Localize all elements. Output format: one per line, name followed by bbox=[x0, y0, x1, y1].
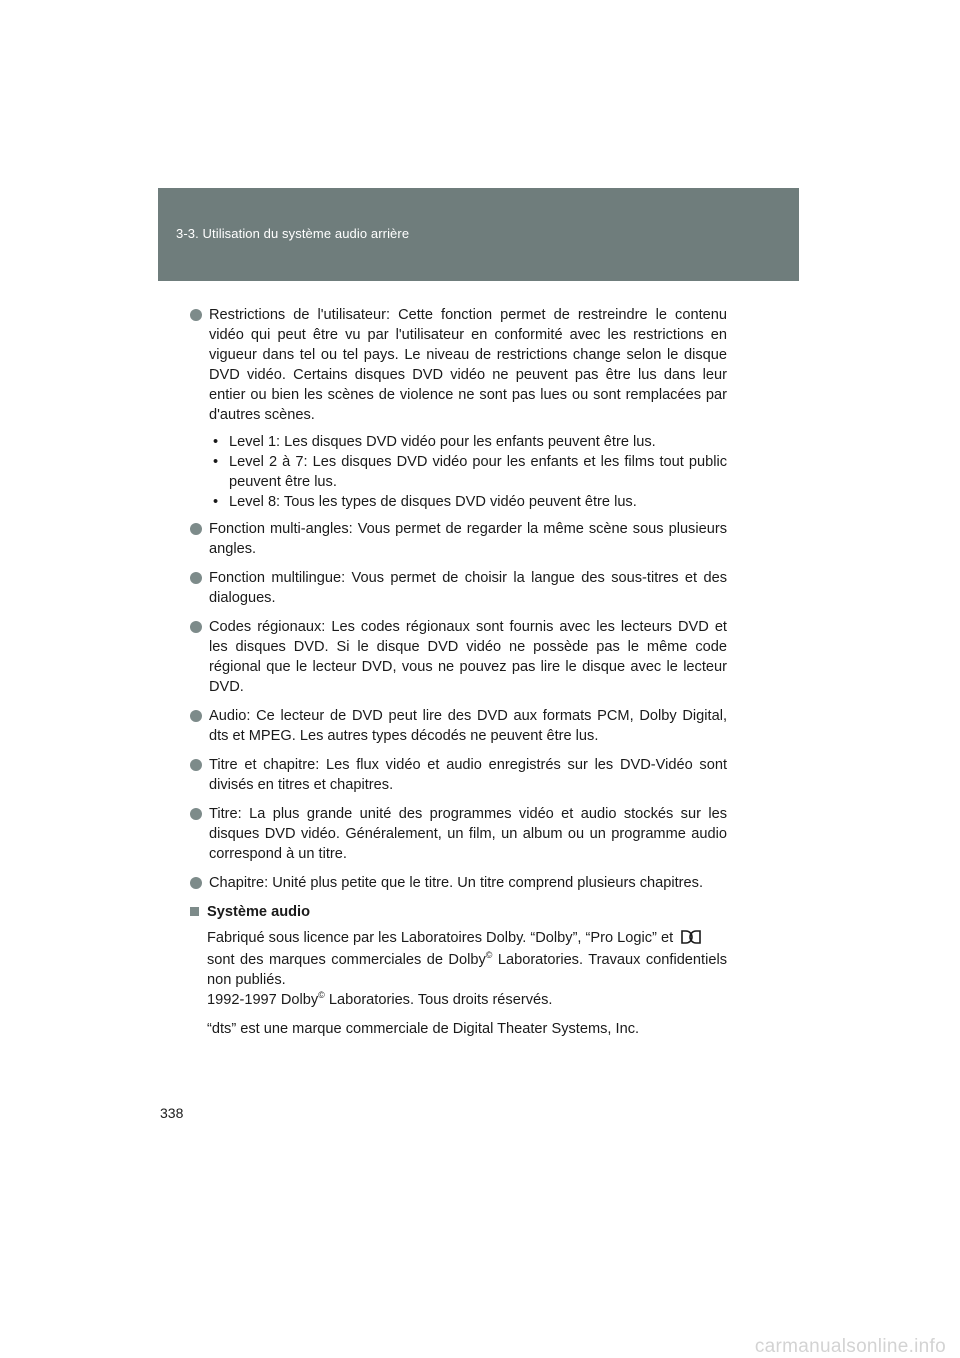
sub-bullet-icon: • bbox=[213, 494, 219, 510]
trademark-text-pre: sont des marques commerciales de Dolby bbox=[207, 952, 486, 968]
page-number: 338 bbox=[160, 1105, 184, 1121]
bullet-dot-icon bbox=[190, 523, 202, 535]
copyright-symbol: © bbox=[318, 990, 325, 1001]
level-text: Level 8: Tous les types de disques DVD vidéo peuvent être lus. bbox=[229, 494, 637, 510]
audio-section-heading bbox=[189, 902, 727, 922]
bullet-text: Codes régionaux: Les codes régionaux sont fournis avec les lecteurs DVD et les disques DVD. Si le disque DVD vidéo ne possède pas le même code régional que le lecteur DVD, vous ne pouvez pas lire le disque avec le lecteur DVD. bbox=[209, 619, 727, 695]
bullet-dot-icon bbox=[190, 309, 202, 321]
level-item bbox=[209, 492, 727, 512]
license-line: Fabriqué sous licence par les Laboratoires Dolby. “Dolby”, “Pro Logic” et bbox=[207, 930, 674, 946]
level-text: Level 2 à 7: Les disques DVD vidéo pour les enfants et les films tout public peuvent être lus. bbox=[229, 454, 727, 490]
levels-list bbox=[209, 432, 727, 512]
section-title: 3-3. Utilisation du système audio arrière bbox=[176, 226, 410, 241]
license-paragraph bbox=[189, 928, 727, 1010]
level-text: Level 1: Les disques DVD vidéo pour les enfants peuvent être lus. bbox=[229, 434, 656, 450]
bullet-text: Chapitre: Unité plus petite que le titre. Un titre comprend plusieurs chapitres. bbox=[209, 875, 703, 891]
watermark-link[interactable]: carmanualsonline.info bbox=[754, 1336, 946, 1357]
level-item bbox=[209, 432, 727, 452]
bullet-dot-icon bbox=[190, 808, 202, 820]
bullet-item bbox=[189, 804, 727, 864]
bullet-text: Titre et chapitre: Les flux vidéo et audio enregistrés sur les DVD-Vidéo sont divisés en titres et chapitres. bbox=[209, 757, 727, 793]
sub-bullet-icon: • bbox=[213, 454, 219, 470]
bullet-text: Restrictions de l'utilisateur: Cette fonction permet de restreindre le contenu vidéo qui peut être vu par l'utilisateur en conformité avec les restrictions en vigueur dans tel ou tel pays. Le niveau de restrictions change selon le disque DVD vidéo. Certains disques DVD vidéo ne peuvent pas être lus dans leur entier ou bien les scènes de violence ne sont pas lues ou sont remplacées par d'autres scènes. bbox=[209, 307, 727, 423]
bullet-text: Audio: Ce lecteur de DVD peut lire des DVD aux formats PCM, Dolby Digital, dts et MPEG. Les autres types décodés ne peuvent être lus. bbox=[209, 708, 727, 744]
bullet-dot-icon bbox=[190, 621, 202, 633]
bullet-item bbox=[189, 755, 727, 795]
bullet-dot-icon bbox=[190, 877, 202, 889]
bullet-item bbox=[189, 519, 727, 559]
bullet-text: Fonction multi-angles: Vous permet de regarder la même scène sous plusieurs angles. bbox=[209, 521, 727, 557]
copyright-symbol: © bbox=[485, 950, 493, 961]
trademark-text-post: Laboratories. Travaux confidentiels non publiés. bbox=[207, 952, 727, 988]
bullet-item bbox=[189, 617, 727, 697]
rights-text-post: Laboratories. Tous droits réservés. bbox=[324, 992, 553, 1008]
square-bullet-icon bbox=[190, 907, 199, 916]
level-item bbox=[209, 452, 727, 492]
section-header-bar bbox=[158, 188, 799, 281]
bullet-item bbox=[189, 873, 727, 893]
bullet-dot-icon bbox=[190, 759, 202, 771]
dts-note: “dts” est une marque commerciale de Digital Theater Systems, Inc. bbox=[207, 1021, 640, 1037]
rights-text-pre: 1992-1997 Dolby bbox=[207, 992, 319, 1008]
bullet-text: Fonction multilingue: Vous permet de choisir la langue des sous-titres et des dialogues. bbox=[209, 570, 727, 606]
bullet-dot-icon bbox=[190, 710, 202, 722]
bullet-item bbox=[189, 706, 727, 746]
double-d-icon bbox=[681, 930, 701, 950]
bullet-item bbox=[189, 305, 727, 425]
bullet-text: Titre: La plus grande unité des programmes vidéo et audio stockés sur les disques DVD vidéo. Généralement, un film, un album ou un programme audio correspond à un titre. bbox=[209, 806, 727, 862]
bullet-dot-icon bbox=[190, 572, 202, 584]
heading-text: Système audio bbox=[207, 904, 311, 920]
bullet-item bbox=[189, 568, 727, 608]
page-content bbox=[189, 305, 727, 1048]
sub-bullet-icon: • bbox=[213, 434, 219, 450]
